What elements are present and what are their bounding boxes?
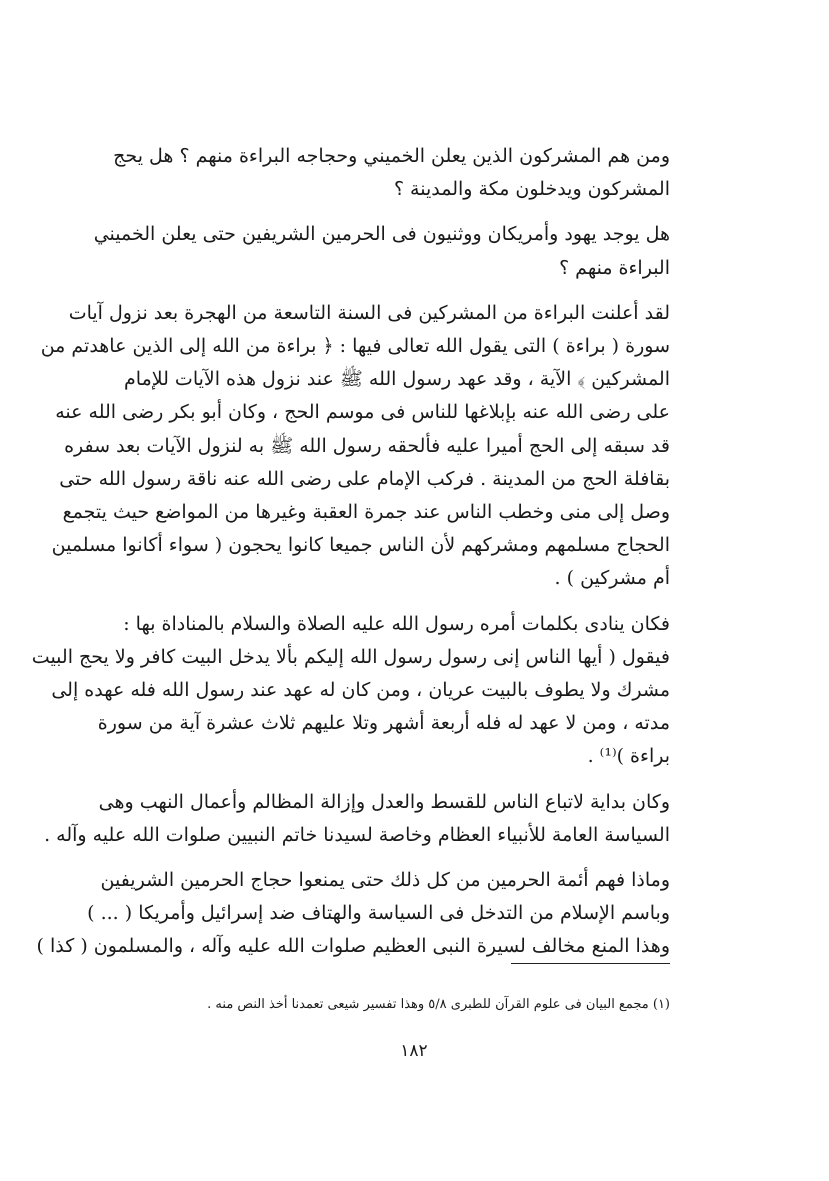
paragraph bbox=[93, 218, 670, 284]
text-line: سورة ( براءة ) التى يقول الله تعالى فيها : ﴿ براءة من الله إلى الذين عاهدتم من bbox=[40, 335, 670, 358]
text-line: براءة )⁽¹⁾ . bbox=[587, 745, 670, 768]
text-line: وكان بداية لاتباع الناس للقسط والعدل وإزالة المظالم وأعمال النهب وهى bbox=[98, 790, 670, 813]
paragraph bbox=[31, 608, 670, 774]
text-line: وهذا المنع مخالف لسيرة النبى العظيم صلوات الله عليه وآله ، والمسلمون ( كذا ) bbox=[36, 935, 670, 958]
footnote-separator bbox=[511, 963, 670, 964]
text-line: السياسة العامة للأنبياء العظام وخاصة لسيدنا خاتم النبيين صلوات الله عليه وآله . bbox=[44, 823, 670, 846]
text-line: وماذا فهم أئمة الحرمين من كل ذلك حتى يمنعوا حجاج الحرمين الشريفين bbox=[100, 869, 670, 892]
text-line: الحجاج مسلمهم ومشركهم لأن الناس جميعا كانوا يحجون ( سواء أكانوا مسلمين bbox=[51, 534, 670, 557]
text-line: وباسم الإسلام من التدخل فى السياسة والهتاف ضد إسرائيل وأمريكا ( ... ) bbox=[87, 902, 670, 925]
text-line: فيقول ( أيها الناس إنى رسول رسول الله إليكم بألا يدخل البيت كافر ولا يحج البيت bbox=[31, 645, 670, 668]
text-line: لقد أعلنت البراءة من المشركين فى السنة التاسعة من الهجرة بعد نزول آيات bbox=[68, 301, 670, 324]
text-line: مدته ، ومن لا عهد له فله أربعة أشهر وتلا عليهم ثلاث عشرة آية من سورة bbox=[97, 712, 670, 735]
text-line: وصل إلى منى وخطب الناس عند جمرة العقبة وغيرها من المواضع حيث يتجمع bbox=[62, 501, 670, 524]
paragraph bbox=[36, 864, 670, 964]
paragraph bbox=[113, 140, 670, 206]
text-line: هل يوجد يهود وأمريكان ووثنيون فى الحرمين الشريفين حتى يعلن الخميني bbox=[93, 223, 670, 246]
text-line: ومن هم المشركون الذين يعلن الخميني وحجاجه البراءة منهم ؟ هل يحج bbox=[113, 145, 670, 167]
footnote: (١) مجمع البيان فى علوم القرآن للطبرى ٥/٨ وهذا تفسير شيعى تعمدنا أخذ النص منه . bbox=[207, 997, 670, 1012]
text-line: أم مشركين ) . bbox=[554, 567, 670, 590]
paragraph bbox=[44, 786, 670, 852]
page-number: ١٨٢ bbox=[400, 1041, 428, 1061]
text-line: المشركين ﴾ الآية ، وقد عهد رسول الله ﷺ عند نزول هذه الآيات للإمام bbox=[124, 368, 670, 391]
text-line: مشرك ولا يطوف بالبيت عريان ، ومن كان له عهد عند رسول الله فله عهده إلى bbox=[51, 679, 670, 702]
text-line: بقافلة الحج من المدينة . فركب الإمام على رضى الله عنه ناقة رسول الله حتى bbox=[59, 467, 670, 490]
text-line: المشركون ويدخلون مكة والمدينة ؟ bbox=[393, 178, 670, 201]
text-line: البراءة منهم ؟ bbox=[559, 256, 670, 279]
text-line: قد سبقه إلى الحج أميرا عليه فألحقه رسول الله ﷺ به لنزول الآيات بعد سفره bbox=[64, 434, 670, 457]
paragraph bbox=[40, 297, 670, 596]
text-line: فكان ينادى بكلمات أمره رسول الله عليه الصلاة والسلام بالمناداة بها : bbox=[123, 612, 670, 635]
body-text bbox=[31, 140, 670, 976]
text-line: على رضى الله عنه بإبلاغها للناس فى موسم الحج ، وكان أبو بكر رضى الله عنه bbox=[55, 401, 670, 424]
